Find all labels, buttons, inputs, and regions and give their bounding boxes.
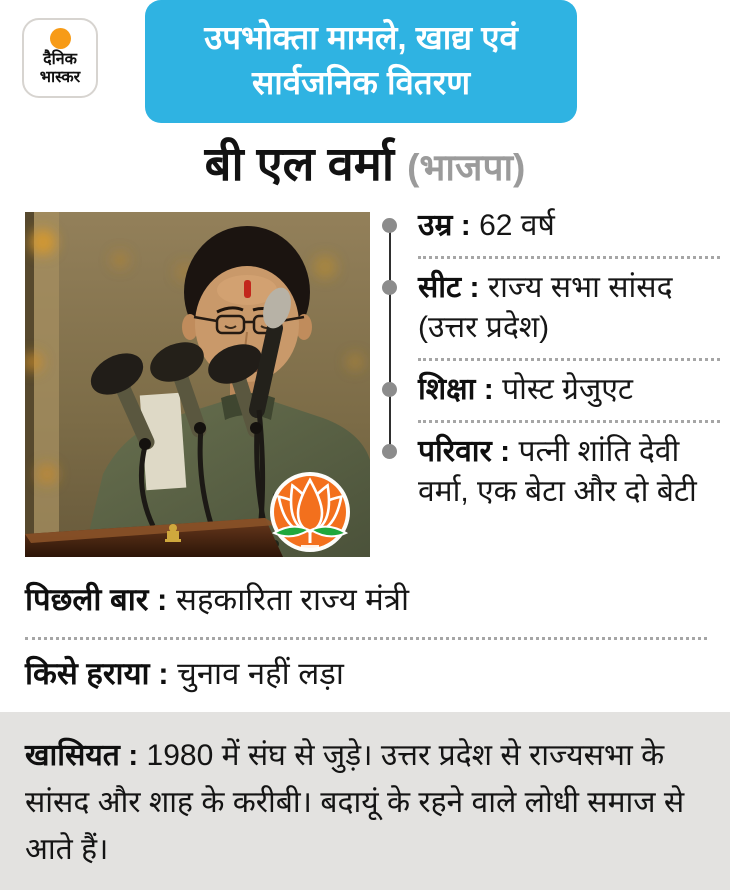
dotted-divider: [418, 358, 720, 361]
bjp-lotus-logo: [270, 472, 350, 552]
brand-name-line1: दैनिक: [43, 51, 77, 68]
detail-label: शिक्षा: [418, 373, 476, 406]
list-item-education: [378, 368, 720, 412]
tilak-mark: [244, 280, 251, 298]
brand-name: [24, 51, 96, 87]
label-colon: :: [119, 739, 147, 772]
sun-icon: [50, 28, 71, 49]
minister-name: बी एल वर्मा: [204, 137, 395, 190]
minister-photo: [25, 212, 370, 557]
brand-name-line2: भास्कर: [39, 69, 81, 86]
row-value: चुनाव नहीं लड़ा: [177, 656, 344, 691]
detail-label: परिवार: [418, 435, 492, 468]
bullet-icon: [382, 444, 397, 459]
party-label: (भाजपा): [407, 147, 526, 188]
dainik-bhaskar-logo: [22, 18, 98, 98]
previous-post-row: [25, 578, 707, 622]
list-item-family: [378, 430, 720, 514]
label-colon: :: [149, 656, 178, 691]
label-colon: :: [452, 209, 480, 242]
details-list: [378, 204, 720, 514]
row-value: सहकारिता राज्य मंत्री: [176, 582, 409, 617]
label-colon: :: [461, 271, 488, 304]
bullet-icon: [382, 218, 397, 233]
row-label: पिछली बार: [25, 582, 149, 617]
dotted-divider: [418, 420, 720, 423]
label-colon: :: [491, 435, 519, 468]
detail-value: राज्य सभा सांसद (उत्तर प्रदेश): [418, 271, 673, 344]
row-label: किसे हराया: [25, 656, 150, 691]
highlight-text: 1980 में संघ से जुड़े। उत्तर प्रदेश से राज्यसभा के सांसद और शाह के करीबी। बदायूं के रहने वाले लोधी समाज से आते हैं।: [25, 739, 685, 866]
bullet-icon: [382, 280, 397, 295]
list-item-age: [378, 204, 720, 248]
ministry-banner: [145, 0, 577, 123]
list-item-seat: [378, 266, 720, 350]
page-title: [0, 130, 730, 194]
label-colon: :: [148, 582, 176, 617]
detail-value: 62 वर्ष: [479, 209, 555, 242]
detail-value: पोस्ट ग्रेजुएट: [502, 373, 633, 406]
bullet-icon: [382, 382, 397, 397]
ministry-banner-line1: उपभोक्ता मामले, खाद्य एवं: [204, 19, 518, 56]
defeated-row: [25, 652, 707, 696]
detail-value: पत्नी शांति देवी वर्मा, एक बेटा और दो बेटी: [418, 435, 697, 508]
detail-label: उम्र: [418, 209, 453, 242]
dotted-divider: [25, 637, 707, 640]
dotted-divider: [418, 256, 720, 259]
ministry-banner-line2: सार्वजनिक वितरण: [251, 64, 471, 101]
highlight-box: [0, 712, 730, 890]
highlight-label: खासियत: [25, 739, 120, 772]
label-colon: :: [475, 373, 503, 406]
detail-label: सीट: [418, 271, 462, 304]
